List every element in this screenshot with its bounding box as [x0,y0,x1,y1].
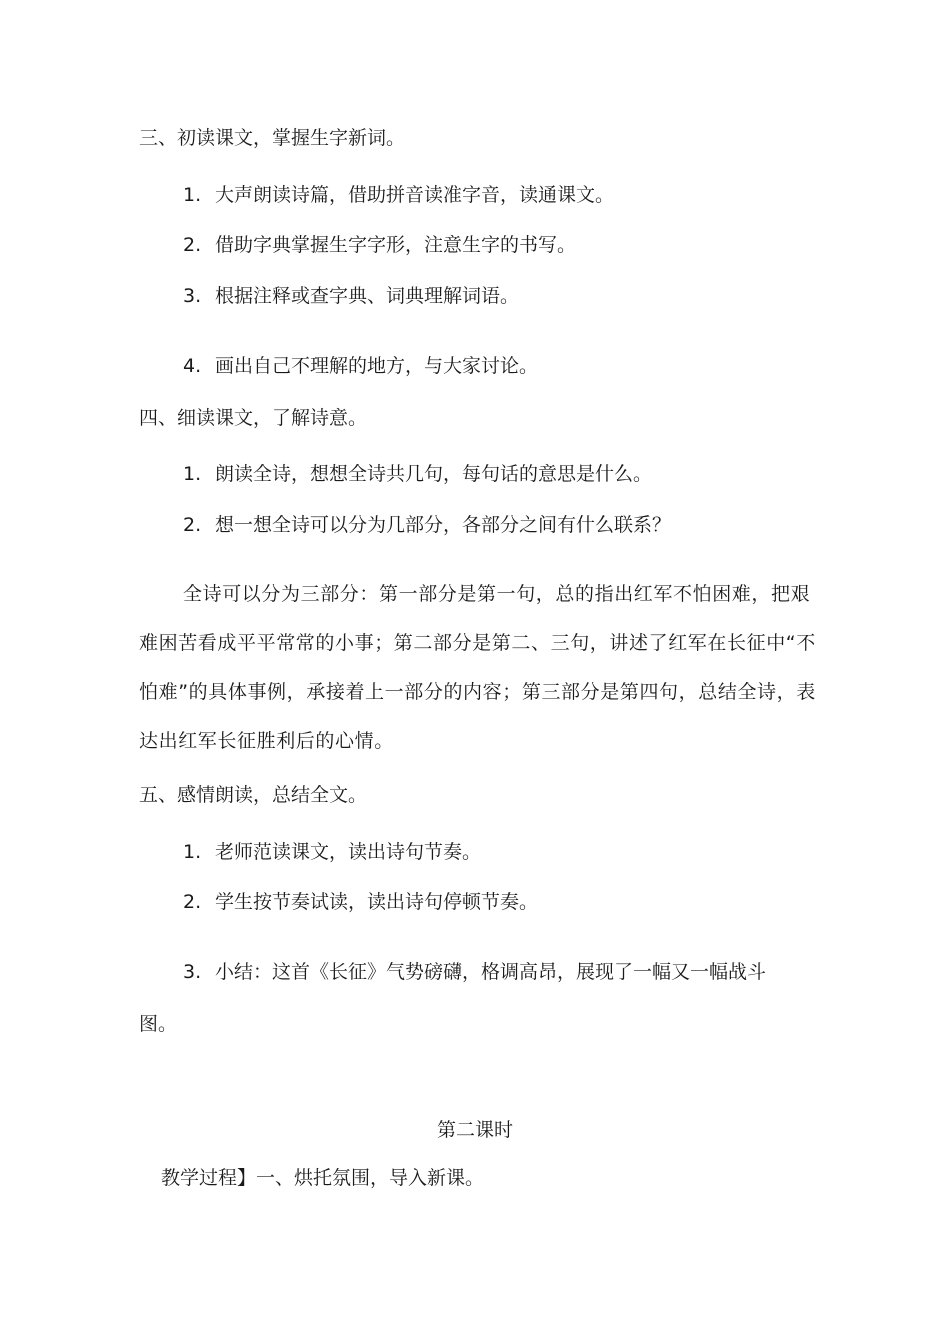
list-item [183,183,614,207]
summary-item [183,960,766,984]
summary-continuation: 图。 [139,1013,178,1035]
list-item [183,840,481,864]
list-item [183,354,538,378]
summary-text: 小结：这首《长征》气势磅礴，格调高昂，展现了一幅又一幅战斗 [215,961,767,983]
list-number: 1. [183,184,202,206]
section-4-heading: 四、细读课文，了解诗意。 [139,407,368,429]
analysis-paragraph: 全诗可以分为三部分：第一部分是第一句，总的指出红军不怕困难，把艰难困苦看成平平常常的小事；第二部分是第二、三句，讲述了红军在长征中“不怕难”的具体事例，承接着上一部分的内容；第三部分是第四句，总结全诗，表达出红军长征胜利后的心情。 [139,583,816,752]
list-number: 2. [183,891,202,913]
list-item-text: 朗读全诗，想想全诗共几句，每句话的意思是什么。 [215,463,653,485]
list-number: 2. [183,514,202,536]
list-item [183,890,538,914]
list-item-text: 学生按节奏试读，读出诗句停顿节奏。 [215,891,539,913]
lesson-title: 第二课时 [436,1119,513,1141]
list-number: 4. [183,355,202,377]
section-5-heading: 五、感情朗读，总结全文。 [139,784,368,806]
list-item-text: 画出自己不理解的地方，与大家讨论。 [215,355,539,377]
list-item [183,233,576,257]
teaching-process: 教学过程】一、烘托氛围，导入新课。 [161,1167,485,1189]
list-item [183,513,671,537]
list-number: 2. [183,234,202,256]
list-number: 3. [183,961,202,983]
list-number: 1. [183,463,202,485]
list-number: 1. [183,841,202,863]
list-item-text: 借助字典掌握生字字形，注意生字的书写。 [215,234,577,256]
section-3-heading: 三、初读课文，掌握生字新词。 [139,127,406,149]
list-item-text: 老师范读课文，读出诗句节奏。 [215,841,482,863]
list-number: 3. [183,285,202,307]
list-item [183,462,652,486]
list-item-text: 根据注释或查字典、词典理解词语。 [215,285,520,307]
list-item-text: 大声朗读诗篇，借助拼音读准字音，读通课文。 [215,184,615,206]
list-item [183,284,519,308]
list-item-text: 想一想全诗可以分为几部分，各部分之间有什么联系？ [215,514,672,536]
